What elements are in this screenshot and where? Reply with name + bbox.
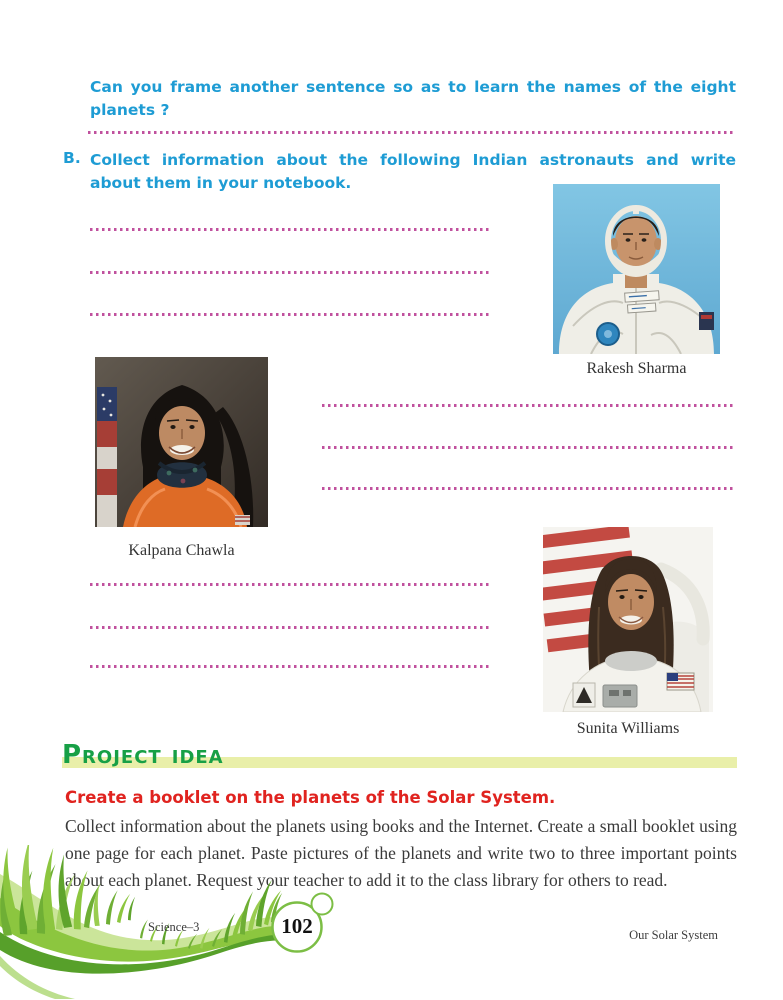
answer-dotted-line xyxy=(322,446,734,449)
answer-dotted-line xyxy=(322,404,734,407)
section-b-text: Collect information about the following Indian astronauts and write about them in your notebook. xyxy=(90,151,736,192)
kalpana-chawla-photo xyxy=(95,357,268,527)
answer-dotted-line xyxy=(90,271,490,274)
answer-dotted-line xyxy=(322,487,734,490)
page-number: 102 xyxy=(281,914,313,938)
section-b-label: B. xyxy=(63,149,81,167)
caption-kalpana-chawla: Kalpana Chawla xyxy=(128,542,235,559)
answer-dotted-line xyxy=(90,626,490,629)
grass-footer-decoration xyxy=(0,845,783,1000)
answer-dotted-line xyxy=(88,131,736,134)
us-flag-patch xyxy=(667,673,694,690)
answer-dotted-line xyxy=(90,228,490,231)
project-subheading: Create a booklet on the planets of the Solar System. xyxy=(65,788,556,807)
question-text: Can you frame another sentence so as to learn the names of the eight planets ? xyxy=(90,78,736,119)
project-idea-heading: Project idea xyxy=(62,740,224,770)
answer-dotted-line xyxy=(90,313,490,316)
sunita-williams-photo xyxy=(543,527,713,712)
answer-dotted-line xyxy=(90,665,490,668)
answer-dotted-line xyxy=(90,583,490,586)
caption-rakesh-sharma: Rakesh Sharma xyxy=(586,360,687,377)
project-body-text: Collect information about the planets using books and the Internet. Create a small booklet using one page for each planet. Paste pictures of the planets and write two to three important points about each planet. Request your teacher to add it to the class library for others to read. xyxy=(65,816,737,890)
caption-sunita-williams: Sunita Williams xyxy=(576,720,680,737)
footer-chapter-title: Our Solar System xyxy=(629,928,718,942)
footer-book-title: Science–3 xyxy=(148,920,200,934)
rakesh-sharma-photo xyxy=(553,184,720,354)
page-number-small-circle xyxy=(312,894,333,915)
